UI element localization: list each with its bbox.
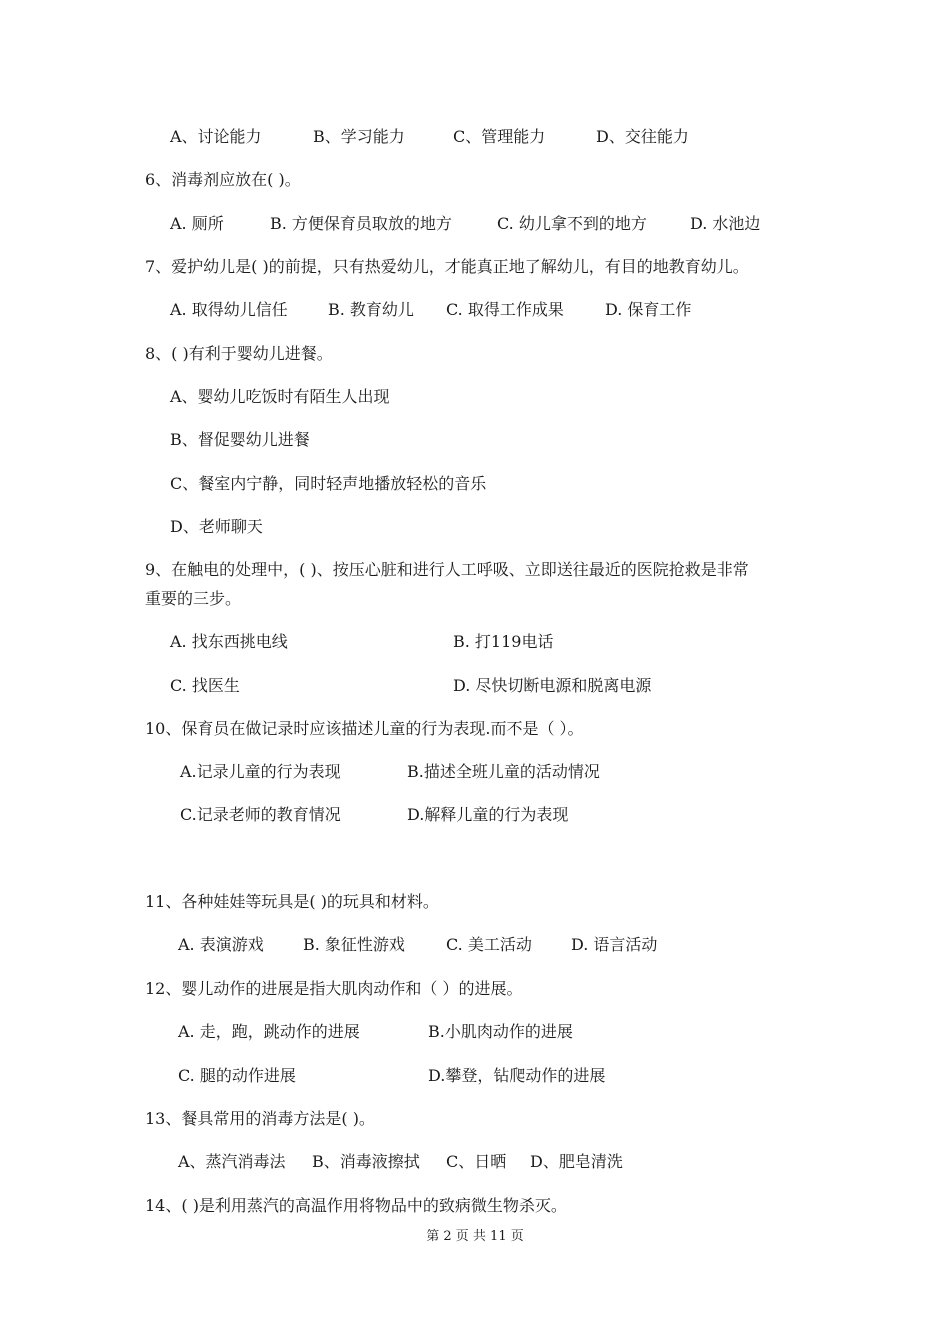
q10-option-d: D.解释儿童的行为表现	[407, 805, 569, 824]
q12-option-c: C. 腿的动作进展	[178, 1066, 296, 1085]
q11-option-c: C. 美工活动	[446, 935, 532, 954]
q9-option-d: D. 尽快切断电源和脱离电源	[453, 676, 652, 695]
q6-option-d: D. 水池边	[690, 214, 761, 233]
q13-option-a: A、蒸汽消毒法	[178, 1152, 286, 1171]
q9-stem-line2: 重要的三步。	[145, 589, 242, 608]
q5-option-a: A、讨论能力	[170, 127, 262, 146]
q13-option-d: D、肥皂清洗	[530, 1152, 623, 1171]
q12-option-b: B.小肌肉动作的进展	[428, 1022, 573, 1041]
q8-option-b: B、督促婴幼儿进餐	[170, 430, 310, 449]
q6-option-c: C. 幼儿拿不到的地方	[497, 214, 647, 233]
q8-stem: 8、( )有利于婴幼儿进餐。	[145, 344, 333, 363]
q6-option-a: A. 厕所	[170, 214, 224, 233]
q10-stem: 10、保育员在做记录时应该描述儿童的行为表现.而不是（ ）。	[145, 719, 584, 738]
q11-option-a: A. 表演游戏	[178, 935, 264, 954]
q7-option-d: D. 保育工作	[605, 300, 692, 319]
q8-option-a: A、婴幼儿吃饭时有陌生人出现	[170, 387, 390, 406]
q10-option-a: A.记录儿童的行为表现	[180, 762, 341, 781]
q9-option-c: C. 找医生	[170, 676, 240, 695]
q6-option-b: B. 方便保育员取放的地方	[270, 214, 452, 233]
q5-option-d: D、交往能力	[596, 127, 689, 146]
q11-stem: 11、各种娃娃等玩具是( )的玩具和材料。	[145, 892, 439, 911]
q8-option-c: C、餐室内宁静，同时轻声地播放轻松的音乐	[170, 474, 487, 493]
q9-option-a: A. 找东西挑电线	[170, 632, 288, 651]
q7-stem: 7、爱护幼儿是( )的前提，只有热爱幼儿，才能真正地了解幼儿，有目的地教育幼儿。	[145, 257, 749, 276]
q11-option-d: D. 语言活动	[571, 935, 658, 954]
q6-stem: 6、消毒剂应放在( )。	[145, 170, 301, 189]
q12-option-a: A. 走，跑，跳动作的进展	[178, 1022, 360, 1041]
q12-stem: 12、婴儿动作的进展是指大肌肉动作和（ ）的进展。	[145, 979, 523, 998]
q10-option-b: B.描述全班儿童的活动情况	[407, 762, 600, 781]
q9-option-b: B. 打119电话	[453, 632, 554, 651]
q7-option-b: B. 教育幼儿	[328, 300, 414, 319]
q5-option-c: C、管理能力	[453, 127, 546, 146]
q8-option-d: D、老师聊天	[170, 517, 263, 536]
page-number: 第 2 页 共 11 页	[426, 1229, 524, 1244]
q14-stem: 14、( )是利用蒸汽的高温作用将物品中的致病微生物杀灭。	[145, 1196, 567, 1215]
q7-option-c: C. 取得工作成果	[446, 300, 564, 319]
q5-option-b: B、学习能力	[313, 127, 405, 146]
q13-option-c: C、日晒	[446, 1152, 507, 1171]
q7-option-a: A. 取得幼儿信任	[170, 300, 288, 319]
q10-option-c: C.记录老师的教育情况	[180, 805, 341, 824]
q11-option-b: B. 象征性游戏	[303, 935, 405, 954]
q12-option-d: D.攀登，钻爬动作的进展	[428, 1066, 606, 1085]
q13-stem: 13、餐具常用的消毒方法是( )。	[145, 1109, 375, 1128]
q9-stem-line1: 9、在触电的处理中，( )、按压心脏和进行人工呼吸、立即送往最近的医院抢救是非常	[145, 560, 749, 579]
q13-option-b: B、消毒液擦拭	[312, 1152, 420, 1171]
